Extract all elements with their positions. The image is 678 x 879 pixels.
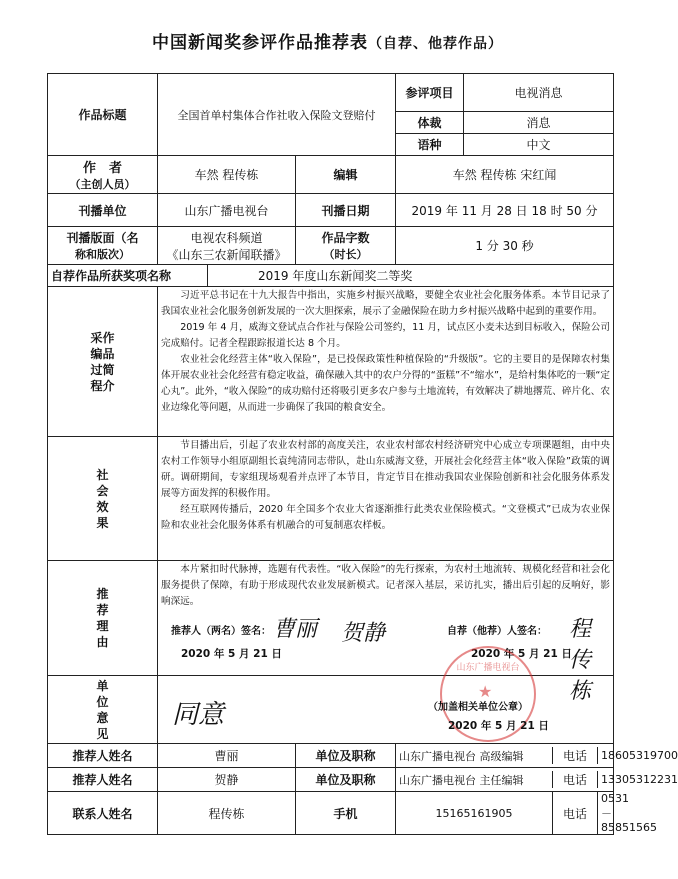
publisher-value: 山东广播电视台 — [158, 194, 296, 227]
length-label-main: 作品字数 — [321, 231, 370, 245]
recommend-label-line: 荐 — [96, 603, 109, 617]
recommender-phone: 18605319700 — [601, 749, 678, 762]
unit-signature: 同意 — [172, 700, 225, 730]
seal-star-icon: ★ — [478, 682, 493, 701]
edition-label-main: 刊播版面（名 — [66, 231, 139, 245]
form-title — [0, 28, 655, 53]
unit-opinion-content — [158, 663, 614, 744]
unit-label-line: 意 — [96, 710, 109, 725]
edition-label — [48, 227, 158, 265]
genre-label: 体裁 — [396, 112, 464, 134]
length-value: 1 分 30 秒 — [396, 227, 614, 265]
recommend-content — [158, 561, 614, 704]
process-label-line: 编品 — [90, 346, 115, 361]
editor-label: 编辑 — [296, 156, 396, 194]
recommend-paragraph: 本片紧扣时代脉搏，选题有代表性。“收入保险”的先行探索，为农村土地流转、规模化经营和社会化服务提供了保障，有助于形成现代农业发展新模式。记者深入基层，采访扎实，播出后引起的反响好，影响深远。 — [161, 564, 611, 607]
contact-name-label: 联系人姓名 — [48, 792, 158, 835]
edition-value — [158, 227, 296, 265]
unit-label-line: 单 — [96, 678, 109, 693]
process-label-line: 过简 — [90, 362, 115, 377]
process-content — [158, 287, 614, 437]
recommender-unit-title: 山东广播电视台 高级编辑 — [396, 747, 553, 764]
process-paragraph: 2019 年 4 月，威海文登试点合作社与保险公司签约，11 月，试点区小麦未达到目标收入，保险公司完成赔付。记者全程跟踪报道长达 8 个月。 — [161, 322, 611, 349]
language-label: 语种 — [396, 134, 464, 156]
award-label: 自荐作品所获奖项名称 — [48, 265, 208, 287]
category-label: 参评项目 — [396, 74, 464, 112]
author-label — [48, 156, 158, 194]
effect-paragraph: 经互联网传播后，2020 年全国多个农业大省逐渐推行此类农业保险模式。“文登模式”已成为农业保险和农业社会化服务体系有机融合的可复制惠农样板。 — [161, 504, 611, 531]
unit-phone-subtable — [396, 771, 678, 788]
unit-title-label: 单位及职称 — [296, 768, 396, 792]
phone-label: 电话 — [553, 747, 598, 764]
seal-text: 山东广播电视台 — [456, 663, 520, 673]
process-paragraph: 习近平总书记在十九大报告中指出，实施乡村振兴战略，要健全农业社会化服务体系。本节目记录了我国农业社会化服务创新发展的一次大胆探索，展示了金融保险在助力乡村振兴战略中起到的重要作用。 — [161, 290, 611, 317]
recommender-name-label: 推荐人姓名 — [48, 768, 158, 792]
contact-phone: 0531－85851565 — [601, 792, 658, 834]
mobile-label: 手机 — [296, 792, 396, 835]
recommender-name: 贺静 — [158, 768, 296, 792]
process-label — [48, 287, 158, 437]
effect-label-line: 会 — [96, 483, 109, 498]
mobile-phone-subtable — [396, 792, 658, 834]
author-label-sub: （主创人员） — [69, 178, 136, 191]
language-value: 中文 — [464, 134, 614, 156]
contact-mobile: 15165161905 — [396, 792, 553, 834]
unit-opinion-label — [48, 676, 158, 744]
broadcast-date-label: 刊播日期 — [296, 194, 396, 227]
contact-name: 程传栋 — [158, 792, 296, 835]
signature-hejing: 贺静 — [341, 621, 386, 646]
recommend-date-right: 2020 年 5 月 21 日 — [471, 648, 572, 660]
recommend-date-left: 2020 年 5 月 21 日 — [181, 648, 282, 660]
unit-phone-subtable — [396, 747, 678, 764]
recommender-unit-title: 山东广播电视台 主任编辑 — [396, 771, 553, 788]
process-paragraph: 农业社会化经营主体“收入保险”，是已投保政策性种植保险的“升级版”。它的主要目的是保障农村集体开展农业社会化经营有稳定收益，确保融入其中的农户分得的“蛋糕”不“缩水”，是给村集体吃的一颗“定心丸”。此外，“收入保险”的成功赔付还将吸引更多农户参与土地流转，有效解决了耕地撂荒、碎片化、农业边缘化等问题，从而进一步确保了我国的粮食安全。 — [161, 354, 611, 413]
recommend-label-line: 推 — [96, 587, 109, 601]
signature-caoli: 曹丽 — [273, 617, 318, 642]
recommend-label — [48, 561, 158, 676]
edition-program: 《山东三农新闻联播》 — [166, 247, 287, 262]
work-title-value: 全国首单村集体合作社收入保险文登赔付 — [158, 74, 396, 156]
contact-mobile-phone — [396, 792, 658, 835]
recommend-label-line: 理 — [96, 619, 109, 633]
category-value: 电视消息 — [464, 74, 614, 112]
award-value: 2019 年度山东新闻奖二等奖 — [208, 265, 614, 287]
recommender-sign-label: 推荐人（两名）签名： — [171, 626, 271, 637]
length-label — [296, 227, 396, 265]
recommender-name: 曹丽 — [158, 744, 296, 768]
seal-note: （加盖相关单位公章） — [428, 702, 528, 713]
length-label-sub: （时长） — [323, 248, 368, 261]
effect-label-line: 效 — [96, 499, 109, 514]
effect-content — [158, 437, 614, 561]
editor-value: 车然 程传栋 宋红闻 — [396, 156, 614, 194]
form-title-sub: （自荐、他荐作品） — [368, 36, 503, 52]
recommendation-form — [47, 73, 678, 835]
genre-value: 消息 — [464, 112, 614, 134]
recommender-unit-phone — [396, 768, 678, 792]
recommender-phone: 13305312231 — [601, 773, 678, 786]
unit-label-line: 见 — [96, 726, 109, 741]
recommend-dates — [161, 646, 610, 666]
unit-date: 2020 年 5 月 21 日 — [448, 720, 549, 732]
publisher-label: 刊播单位 — [48, 194, 158, 227]
effect-label — [48, 437, 158, 561]
self-sign-label: 自荐（他荐）人签名： — [447, 626, 547, 637]
work-title-label: 作品标题 — [48, 74, 158, 156]
process-label-line: 程介 — [90, 378, 115, 393]
edition-label-sub: 称和版次） — [75, 248, 130, 261]
author-value: 车然 程传栋 — [158, 156, 296, 194]
effect-paragraph: 节目播出后，引起了农业农村部的高度关注，农业农村部农村经济研究中心成立专项课题组，由中央农村工作领导小组原副组长袁纯清同志带队，赴山东威海文登，开展社会化经营主体“收入保险”政策的调研。调研期间，专家组现场观看并点评了本节目，肯定节目在推动我国农业保险创新和社会化服务体系发展等方面发挥的积极作用。 — [161, 440, 611, 499]
recommender-unit-phone — [396, 744, 678, 768]
unit-title-label: 单位及职称 — [296, 744, 396, 768]
unit-label-line: 位 — [96, 694, 109, 709]
effect-label-line: 果 — [96, 515, 109, 530]
recommend-label-line: 由 — [96, 635, 109, 649]
phone-label: 电话 — [553, 771, 598, 788]
author-label-main: 作 者 — [82, 161, 122, 176]
effect-label-line: 社 — [96, 467, 109, 482]
broadcast-date-value: 2019 年 11 月 28 日 18 时 50 分 — [396, 194, 614, 227]
process-label-line: 采作 — [90, 330, 115, 345]
edition-channel: 电视农科频道 — [190, 230, 263, 245]
recommender-name-label: 推荐人姓名 — [48, 744, 158, 768]
signature-chengchuandong: 程传栋 — [569, 617, 592, 704]
phone-label: 电话 — [553, 792, 598, 834]
form-title-main: 中国新闻奖参评作品推荐表 — [152, 33, 368, 53]
